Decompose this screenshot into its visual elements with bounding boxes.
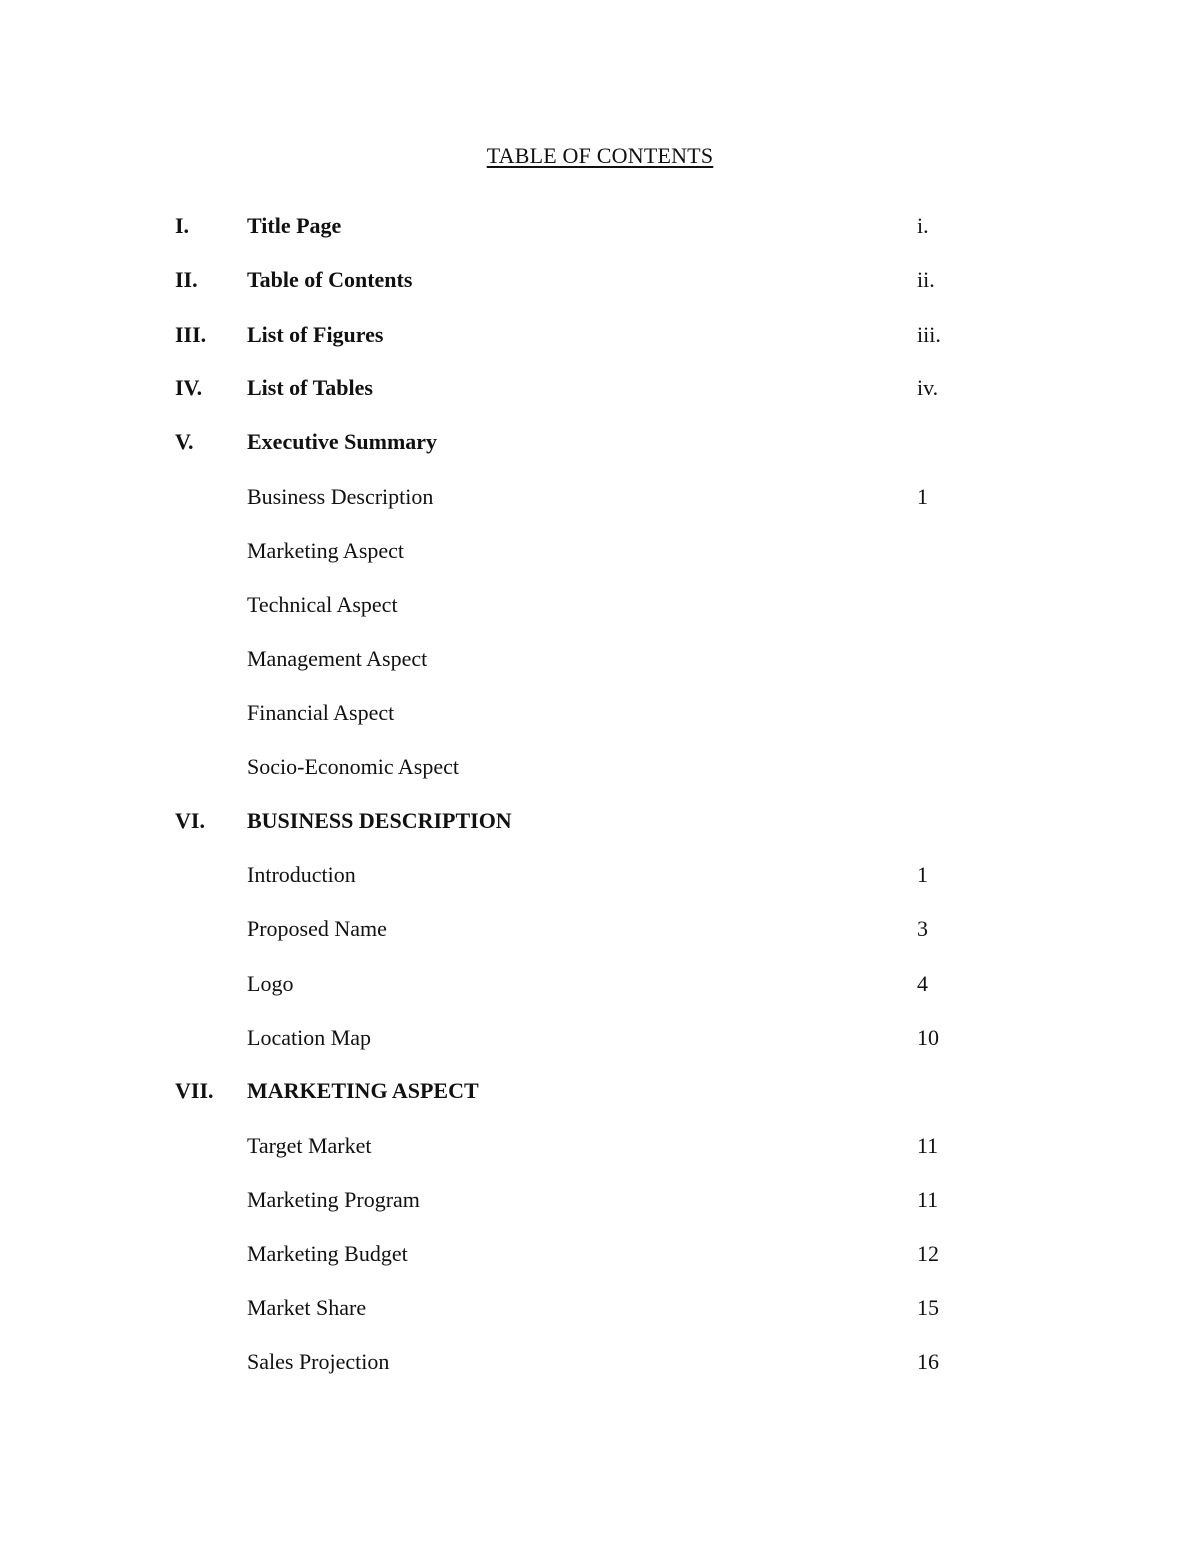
toc-entry-number: V. [175,429,194,454]
toc-entry-label: Executive Summary [247,429,438,454]
toc-entry-page: i. [917,213,929,238]
toc-entry-number: IV. [175,375,203,400]
toc-entry-page: 11 [917,1133,939,1158]
toc-entry-label: List of Figures [247,322,384,347]
toc-subentry-proposed-name [0,914,1200,944]
toc-entry-page: 11 [917,1187,939,1212]
toc-subentry-sales-projection [0,1347,1200,1377]
toc-entry-number: VI. [175,808,205,833]
toc-entry-executive-summary [0,427,1200,457]
toc-subentry-introduction [0,860,1200,890]
toc-subentry-logo [0,969,1200,999]
toc-entry-label: Target Market [247,1133,372,1158]
toc-entry-page: 10 [917,1025,939,1050]
toc-entry-label: Sales Projection [247,1349,390,1374]
toc-entry-label: Socio-Economic Aspect [247,754,460,779]
toc-entry-label: Marketing Aspect [247,538,405,563]
toc-entry-label: Management Aspect [247,646,428,671]
toc-subentry-marketing-budget [0,1239,1200,1269]
toc-entry-label: Location Map [247,1025,372,1050]
toc-entry-number: I. [175,213,190,238]
toc-subentry-marketing-program [0,1185,1200,1215]
toc-subentry-marketing-aspect [0,536,1200,566]
toc-entry-number: III. [175,322,207,347]
toc-entry-marketing-aspect [0,1076,1200,1106]
toc-entry-label: Technical Aspect [247,592,398,617]
toc-entry-label: Introduction [247,862,356,887]
toc-entry-number: VII. [175,1078,214,1103]
toc-entry-label: Proposed Name [247,916,387,941]
toc-entry-title-page [0,211,1200,241]
toc-entry-list-of-figures [0,320,1200,350]
toc-entry-label: Logo [247,971,294,996]
toc-subentry-management-aspect [0,644,1200,674]
toc-entry-page: iv. [917,375,939,400]
toc-entry-label: Business Description [247,484,434,509]
toc-entry-number: II. [175,267,198,292]
toc-entry-business-description [0,806,1200,836]
toc-entry-page: 1 [917,862,928,887]
toc-entry-label: Marketing Budget [247,1241,408,1266]
toc-entry-page: 15 [917,1295,939,1320]
toc-entry-label: Financial Aspect [247,700,395,725]
toc-entry-page: 3 [917,916,928,941]
toc-entry-page: 1 [917,484,928,509]
toc-subentry-socio-economic-aspect [0,752,1200,782]
toc-entry-page: ii. [917,267,935,292]
toc-entry-label: Title Page [247,213,342,238]
toc-entry-page: 16 [917,1349,939,1374]
toc-entry-label: Market Share [247,1295,367,1320]
toc-entry-label: BUSINESS DESCRIPTION [247,808,512,833]
toc-subentry-business-description [0,482,1200,512]
toc-subentry-market-share [0,1293,1200,1323]
toc-subentry-location-map [0,1023,1200,1053]
toc-entry-label: List of Tables [247,375,373,400]
page-title: TABLE OF CONTENTS [486,143,714,168]
toc-entry-label: Table of Contents [247,267,413,292]
toc-entry-label: Marketing Program [247,1187,420,1212]
toc-subentry-financial-aspect [0,698,1200,728]
toc-entry-table-of-contents [0,265,1200,295]
toc-subentry-technical-aspect [0,590,1200,620]
toc-entry-label: MARKETING ASPECT [247,1078,479,1103]
toc-entry-page: iii. [917,322,941,347]
toc-entry-list-of-tables [0,373,1200,403]
toc-subentry-target-market [0,1131,1200,1161]
toc-entry-page: 4 [917,971,928,996]
toc-entry-page: 12 [917,1241,939,1266]
